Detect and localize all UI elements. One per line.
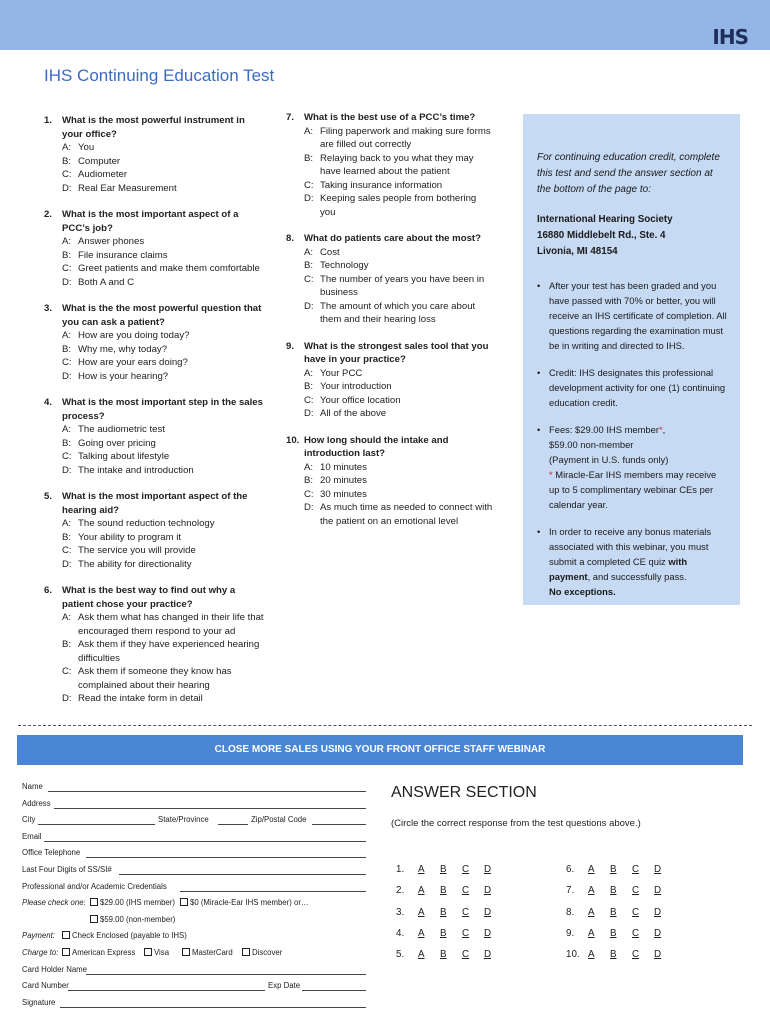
card-number-label: Card Number [22,981,69,991]
option-text: Your ability to program it [78,531,182,543]
option-letter: B: [304,475,314,486]
option-text: How are your ears doing? [78,357,188,368]
question-prompt: What is the most important aspect of a PCC’s job? [62,209,239,234]
question-item [44,396,264,477]
payment-label: Payment: [22,931,55,941]
miracle-ear-checkbox[interactable] [180,898,188,906]
address-line: Livonia, MI 48154 [537,246,618,257]
non-member-checkbox[interactable] [90,915,98,923]
option-text: Talking about lifestyle [78,451,170,462]
answer-choice[interactable]: A [588,864,595,875]
question-number: 10. [286,434,300,446]
option-text: Ask them if they have experienced hearing difficulties [78,639,260,664]
question-item [286,434,494,529]
amex-label: American Express [72,947,136,957]
zip-field[interactable] [312,824,366,825]
ssn-field[interactable] [119,874,366,875]
option-text: How are you doing today? [78,330,190,341]
option-letter: A: [62,330,72,341]
mastercard-checkbox[interactable] [182,948,190,956]
fees-note: Fees: $29.00 IHS member*, $59.00 non-member (Payment in U.S. funds only) * Miracle-Ear IHS members may receive up to 5 complimentary webinar CEs per calendar year. [549,424,717,510]
ihs-logo: IHS [712,25,748,49]
question-options [44,141,264,195]
answer-choice[interactable]: A [418,864,425,875]
answer-option [62,235,264,249]
answer-section-title: ANSWER SECTION [391,784,537,801]
option-text: Your introduction [320,381,392,392]
address-line: International Hearing Society [537,214,673,225]
question-item [286,340,494,421]
option-text: 10 minutes [320,461,367,473]
option-text: Taking insurance information [320,179,443,191]
option-text: Relaying back to you what they may have learned about the patient [320,152,474,177]
info-bullet: • Credit: IHS designates this professional development activity for one (1) continuing education credit. [537,365,728,410]
answer-option [62,558,264,572]
answer-row [566,907,676,918]
email-field[interactable] [44,841,366,842]
question-text [44,208,264,235]
option-letter: C: [304,179,314,191]
credentials-field[interactable] [180,891,366,892]
answer-choice[interactable]: B [610,885,617,897]
answer-choice[interactable]: B [440,885,447,897]
answer-option [62,155,264,169]
question-options [286,125,494,220]
answer-option [62,665,264,692]
answer-option [62,544,264,558]
answer-option [304,179,494,193]
question-number: 2. [44,209,53,220]
option-text: File insurance claims [78,249,168,261]
answer-option [62,692,264,706]
questions-column-right [286,111,494,541]
info-bullet: • After your test has been graded and you have passed with 70% or better, you will receive an IHS certificate of completion. All questions regarding the examination must be in writing and directed to IHS. [537,280,727,351]
answer-choice[interactable]: D [484,864,492,875]
option-letter: D: [304,300,314,312]
answer-choice[interactable]: B [440,949,447,961]
answer-choice[interactable]: C [632,927,640,939]
option-text: The ability for directionality [78,558,192,570]
option-letter: A: [304,125,314,137]
answer-choice[interactable]: A [418,885,425,897]
question-text [44,302,264,329]
question-text [44,490,264,517]
card-holder-field[interactable] [86,974,366,975]
answer-option [304,125,494,152]
answer-option [304,394,494,408]
question-number: 4. [44,397,53,408]
question-text [44,396,264,423]
option-letter: B: [62,531,72,543]
option-text: Greet patients and make them comfortable [78,263,260,274]
question-text [286,434,494,461]
member-checkbox[interactable] [90,898,98,906]
question-number: 3. [44,303,53,314]
answer-choice[interactable]: C [462,864,470,875]
amex-checkbox[interactable] [62,948,70,956]
answer-option [304,192,494,219]
option-letter: B: [62,437,72,449]
question-prompt: How long should the intake and introduction last? [304,434,449,459]
cut-line [18,725,752,726]
option-text: The intake and introduction [78,464,194,476]
answer-choice[interactable]: C [632,864,640,875]
answer-choice[interactable]: D [484,885,492,897]
option-text: Keeping sales people from bothering you [320,193,477,218]
option-text: Ask them if someone they know has complained about their hearing [78,666,232,691]
question-item [44,114,264,195]
credentials-label: Professional and/or Academic Credentials [22,881,167,891]
answer-choice[interactable]: B [610,906,617,918]
option-letter: B: [62,639,72,650]
answer-choice[interactable]: C [462,885,470,897]
option-letter: A: [62,612,72,623]
answer-choice[interactable]: A [588,906,595,918]
answer-choice[interactable]: B [610,949,617,961]
option-text: Your PCC [320,367,363,379]
question-item [44,490,264,571]
answer-choice[interactable]: A [418,949,425,961]
answer-option [62,437,264,451]
answer-number: 7. [566,885,575,897]
answer-option [304,407,494,421]
answer-option [62,168,264,182]
answer-choice[interactable]: B [610,864,617,875]
option-text: Cost [320,246,340,258]
option-text: Read the intake form in detail [78,693,203,704]
answer-choice[interactable]: D [654,949,662,961]
option-text: The amount of which you care about them and their hearing loss [320,300,476,325]
answer-choice[interactable]: B [610,927,617,939]
option-letter: A: [304,367,314,379]
answer-choice[interactable]: C [632,906,640,918]
address-line: 16880 Middlebelt Rd., Ste. 4 [537,230,666,241]
option-letter: B: [62,343,72,355]
answer-number: 8. [566,906,575,918]
option-letter: B: [62,249,72,261]
option-letter: C: [304,394,314,406]
header-bar [0,0,770,50]
answer-number: 10. [566,949,580,961]
answer-choice[interactable]: B [440,864,447,875]
answer-choice[interactable]: C [632,949,640,961]
option-text: Ask them what has changed in their life that encouraged them respond to your ad [78,612,264,637]
option-text: Both A and C [78,276,135,288]
answer-option [304,474,494,488]
question-prompt: What is the most important step in the sales process? [62,397,263,422]
answer-row [396,864,506,875]
question-item [44,208,264,289]
option-letter: A: [304,246,314,258]
bonus-note: In order to receive any bonus materials associated with this webinar, you must submit a completed CE quiz with payment, and successfully pass. No exceptions. [549,526,712,597]
answer-option [304,152,494,179]
answer-choice[interactable]: B [440,927,447,939]
ce-info-box [523,114,740,605]
option-text: You [78,142,95,153]
question-item [286,232,494,327]
address-field[interactable] [54,808,366,809]
answer-row [396,949,506,960]
answer-option [62,262,264,276]
answer-choice[interactable]: A [418,906,425,918]
page-title: IHS Continuing Education Test [44,66,275,85]
question-text [286,111,494,125]
option-letter: D: [62,370,72,382]
option-letter: A: [304,461,314,473]
option-text: Filing paperwork and making sure forms are filled out correctly [320,125,491,150]
ce-intro: For continuing education credit, complete this test and send the answer section at the bottom of the page to: [537,152,720,195]
option-text: Computer [78,155,121,167]
answer-option [304,246,494,260]
mailing-address [537,212,728,260]
answer-option [62,611,264,638]
answer-option [304,380,494,394]
city-label: City [22,815,36,825]
exp-date-label: Exp Date [268,981,301,991]
option-letter: A: [62,424,72,435]
question-text [286,232,494,246]
check-one-label: Please check one: [22,898,86,908]
signature-label: Signature [22,997,56,1007]
answer-option [304,367,494,381]
check-enclosed-checkbox[interactable] [62,931,70,939]
answer-row [396,885,506,896]
question-text [286,340,494,367]
phone-label: Office Telephone [22,848,81,858]
answer-number: 1. [396,864,405,875]
answer-number: 5. [396,949,405,961]
question-options [44,517,264,571]
info-bullet: • Fees: $29.00 IHS member*, $59.00 non-member (Payment in U.S. funds only) * Miracle-Ear IHS members may receive up to 5 complimentary webinar CEs per calendar year. [537,422,728,512]
question-number: 5. [44,491,53,502]
question-options [286,461,494,529]
option-text: Why me, why today? [78,343,168,355]
question-prompt: What is the best way to find out why a patient chose your practice? [62,585,236,610]
answer-option [62,356,264,370]
answer-choice[interactable]: A [588,949,595,961]
option-text: How is your hearing? [78,370,169,382]
question-options [286,367,494,421]
option-text: The audiometric test [78,424,165,435]
answer-row [566,885,676,896]
option-letter: D: [304,408,314,419]
answer-choice[interactable]: C [462,906,470,918]
option-text: Audiometer [78,169,128,180]
certificate-note: After your test has been graded and you have passed with 70% or better, you will receive an IHS certificate of completion. All questions regarding the examination must be in writing and directed to IHS. [549,280,727,351]
email-label: Email [22,831,42,841]
check-enclosed-label: Check Enclosed (payable to IHS) [72,931,187,941]
option-letter: D: [62,693,72,704]
answer-row [566,949,676,960]
answer-option [62,638,264,665]
non-member-option-label: $59.00 (non-member) [100,914,176,924]
answer-option [62,531,264,545]
option-text: 20 minutes [320,475,367,486]
option-letter: C: [62,263,72,274]
answer-option [62,423,264,437]
answer-choice[interactable]: A [588,885,595,897]
charge-label: Charge to: [22,947,59,957]
option-letter: B: [304,260,314,271]
state-field[interactable] [218,824,248,825]
name-field[interactable] [48,791,366,792]
answer-choice[interactable]: A [418,927,425,939]
answer-option [304,259,494,273]
phone-field[interactable] [86,857,366,858]
option-letter: C: [304,488,314,500]
question-prompt: What is the most powerful instrument in your office? [62,115,245,140]
option-text: As much time as needed to connect with the patient on an emotional level [320,502,493,527]
answer-option [62,343,264,357]
answer-option [304,273,494,300]
option-letter: C: [62,169,72,180]
answer-row [396,928,506,939]
answer-choice[interactable]: D [654,927,662,939]
option-letter: C: [62,451,72,462]
card-holder-label: Card Holder Name [22,964,87,974]
option-text: Going over pricing [78,437,156,449]
address-label: Address [22,798,51,808]
option-letter: B: [304,152,314,164]
question-number: 7. [286,112,295,123]
answer-number: 3. [396,906,405,918]
answer-option [62,182,264,196]
question-text [44,114,264,141]
option-letter: C: [62,545,72,556]
option-letter: C: [62,666,72,677]
miracle-ear-option-label: $0 (Miracle-Ear IHS member) or… [190,898,309,908]
option-letter: D: [62,276,72,288]
answer-option [62,370,264,384]
answer-choice[interactable]: C [632,885,640,897]
question-text [44,584,264,611]
option-letter: B: [62,155,72,167]
question-number: 6. [44,585,53,596]
ssn-label: Last Four Digits of SS/SI# [22,864,112,874]
answer-option [62,276,264,290]
registration-form [22,782,367,1014]
answer-number: 6. [566,864,575,875]
answer-row [566,864,676,875]
answer-choice[interactable]: C [462,949,470,961]
question-item [44,302,264,383]
question-options [286,246,494,327]
question-options [44,329,264,383]
option-letter: A: [62,142,72,153]
answer-choice[interactable]: A [588,927,595,939]
option-text: All of the above [320,408,387,419]
option-letter: D: [304,193,314,204]
state-label: State/Province [158,815,209,825]
option-text: 30 minutes [320,488,367,500]
question-prompt: What do patients care about the most? [304,233,481,244]
name-label: Name [22,782,43,791]
question-number: 1. [44,115,53,126]
option-letter: D: [62,464,72,476]
option-text: Your office location [320,394,401,406]
exp-date-field[interactable] [302,990,366,991]
question-item [286,111,494,219]
option-letter: A: [62,236,72,247]
answer-option [62,141,264,155]
answer-choice[interactable]: D [484,906,492,918]
option-text: Answer phones [78,236,145,247]
answer-option [62,450,264,464]
answer-option [62,517,264,531]
option-letter: C: [62,357,72,368]
question-prompt: What is the best use of a PCC’s time? [304,112,476,123]
question-prompt: What is the most important aspect of the hearing aid? [62,491,248,516]
discover-label: Discover [252,947,283,957]
member-option-label: $29.00 (IHS member) [100,898,175,908]
option-text: Technology [320,260,369,271]
option-letter: D: [304,502,314,513]
option-letter: D: [62,558,72,570]
question-prompt: What is the the most powerful question that you can ask a patient? [62,303,262,328]
visa-label: Visa [154,947,170,957]
answer-row [566,928,676,939]
question-options [44,423,264,477]
option-letter: B: [304,381,314,392]
question-options [44,611,264,706]
option-text: Real Ear Measurement [78,182,177,194]
credit-note: Credit: IHS designates this professional development activity for one (1) continuing education credit. [549,367,726,408]
answer-choice[interactable]: D [654,906,662,918]
card-number-field[interactable] [68,990,265,991]
option-text: The sound reduction technology [78,518,215,529]
answer-choice[interactable]: D [484,927,492,939]
answer-option [304,488,494,502]
answer-number: 4. [396,927,405,939]
answer-row [396,907,506,918]
zip-label: Zip/Postal Code [251,815,307,825]
answer-option [62,329,264,343]
option-text: The service you will provide [78,545,196,556]
option-letter: A: [62,518,72,529]
city-field[interactable] [38,824,155,825]
answer-number: 2. [396,885,405,897]
questions-column-left [44,114,264,719]
option-letter: D: [62,182,72,194]
answer-section-note: (Circle the correct response from the test questions above.) [391,818,641,829]
answer-choice[interactable]: D [654,885,662,897]
answer-choice[interactable]: D [484,949,492,961]
visa-checkbox[interactable] [144,948,152,956]
question-number: 8. [286,233,295,244]
answer-option [62,249,264,263]
question-item [44,584,264,706]
question-prompt: What is the strongest sales tool that you have in your practice? [304,340,489,365]
signature-field[interactable] [60,1007,366,1008]
answer-option [62,464,264,478]
answer-choice[interactable]: C [462,927,470,939]
answer-choice[interactable]: B [440,906,447,918]
question-options [44,235,264,289]
option-letter: C: [304,273,314,285]
question-number: 9. [286,340,295,352]
answer-option [304,461,494,475]
discover-checkbox[interactable] [242,948,250,956]
answer-option [304,501,494,528]
option-text: The number of years you have been in business [320,273,485,298]
webinar-banner: CLOSE MORE SALES USING YOUR FRONT OFFICE STAFF WEBINAR [17,735,743,765]
answer-option [304,300,494,327]
answer-number: 9. [566,927,575,939]
answer-choice[interactable]: D [654,864,662,875]
mastercard-label: MasterCard [192,947,233,957]
info-bullet: • In order to receive any bonus materials associated with this webinar, you must submit a completed CE quiz with payment, and successfully pass. No exceptions. [537,524,728,599]
